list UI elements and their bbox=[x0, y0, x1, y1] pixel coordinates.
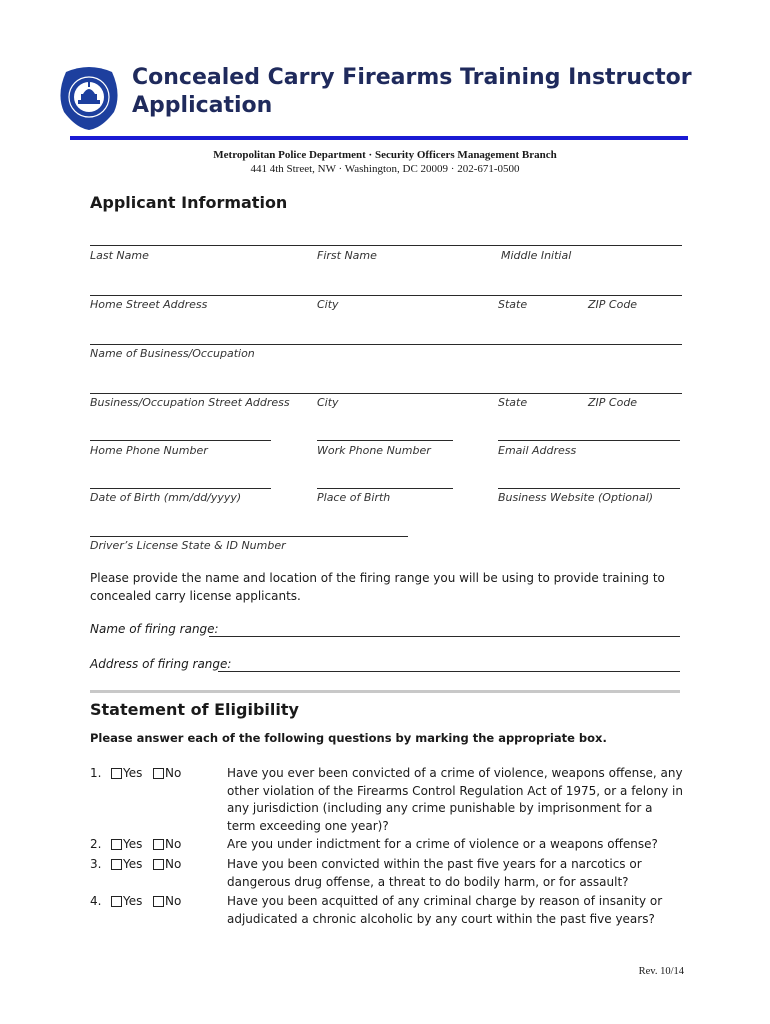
department-info bbox=[0, 148, 770, 176]
name-row-line bbox=[90, 245, 682, 246]
yes-checkbox[interactable] bbox=[111, 859, 122, 870]
business-occupation-field[interactable]: Name of Business/Occupation bbox=[90, 347, 255, 360]
no-checkbox[interactable] bbox=[153, 896, 164, 907]
page-title-line1: Concealed Carry Firearms Training Instructor bbox=[132, 65, 692, 90]
last-name-field[interactable]: Last Name bbox=[90, 249, 149, 262]
no-label: No bbox=[165, 837, 182, 851]
drivers-license-line bbox=[90, 536, 408, 537]
question-number: 3. bbox=[90, 857, 102, 871]
eligibility-instructions: Please answer each of the following questions by marking the appropriate box. bbox=[90, 731, 607, 745]
firing-range-name-input[interactable] bbox=[209, 636, 680, 637]
yes-label: Yes bbox=[123, 894, 143, 908]
question-text: Have you been convicted within the past five years for a narcotics or dangerous drug offense, a threat to do bodily harm, or for assault? bbox=[227, 857, 642, 889]
yes-label: Yes bbox=[123, 766, 143, 780]
business-city-field[interactable]: City bbox=[317, 396, 339, 409]
no-label: No bbox=[165, 857, 182, 871]
home-phone-field[interactable]: Home Phone Number bbox=[90, 444, 208, 457]
police-badge-logo bbox=[56, 64, 122, 130]
no-checkbox[interactable] bbox=[153, 859, 164, 870]
business-zip-field[interactable]: ZIP Code bbox=[588, 396, 638, 409]
yes-checkbox[interactable] bbox=[111, 896, 122, 907]
zip-field[interactable]: ZIP Code bbox=[588, 298, 638, 311]
yes-label: Yes bbox=[123, 837, 143, 851]
applicant-information-heading: Applicant Information bbox=[90, 193, 288, 212]
business-street-field[interactable]: Business/Occupation Street Address bbox=[90, 396, 290, 409]
no-checkbox[interactable] bbox=[153, 839, 164, 850]
business-address-row-line bbox=[90, 393, 682, 394]
work-phone-line bbox=[317, 440, 453, 441]
section-divider bbox=[90, 690, 680, 693]
question-text: Have you ever been convicted of a crime of violence, weapons offense, any other violation of the Firearms Control Regulation Act of 1975, or a felony in any jurisdiction (including any crime punishable by imprisonment for a term exceeding one year)? bbox=[227, 766, 683, 833]
header-divider bbox=[70, 136, 688, 140]
city-field[interactable]: City bbox=[317, 298, 339, 311]
department-name: Metropolitan Police Department · Security Officers Management Branch bbox=[213, 149, 557, 161]
firing-range-prompt: Please provide the name and location of the firing range you will be using to provide training to concealed carry license applicants. bbox=[90, 571, 665, 603]
firing-range-address-input[interactable] bbox=[218, 671, 680, 672]
website-field[interactable]: Business Website (Optional) bbox=[498, 491, 654, 504]
yes-checkbox[interactable] bbox=[111, 768, 122, 779]
question-text: Are you under indictment for a crime of violence or a weapons offense? bbox=[227, 837, 658, 851]
middle-initial-field[interactable]: Middle Initial bbox=[501, 249, 572, 262]
business-row-line bbox=[90, 344, 682, 345]
home-phone-line bbox=[90, 440, 271, 441]
firing-range-address-label: Address of firing range: bbox=[90, 657, 232, 671]
department-address: 441 4th Street, NW · Washington, DC 20009 · 202-671-0500 bbox=[250, 163, 520, 175]
question-number: 4. bbox=[90, 894, 102, 908]
yes-label: Yes bbox=[123, 857, 143, 871]
place-of-birth-line bbox=[317, 488, 453, 489]
no-checkbox[interactable] bbox=[153, 768, 164, 779]
question-2 bbox=[90, 836, 690, 854]
page-title bbox=[132, 64, 692, 120]
yes-checkbox[interactable] bbox=[111, 839, 122, 850]
page-title-line2: Application bbox=[132, 93, 273, 118]
work-phone-field[interactable]: Work Phone Number bbox=[317, 444, 431, 457]
question-number: 1. bbox=[90, 766, 102, 780]
email-field[interactable]: Email Address bbox=[498, 444, 577, 457]
home-address-row-line bbox=[90, 295, 682, 296]
eligibility-heading: Statement of Eligibility bbox=[90, 700, 299, 719]
business-state-field[interactable]: State bbox=[498, 396, 528, 409]
email-line bbox=[498, 440, 680, 441]
question-1 bbox=[90, 765, 690, 835]
dob-field[interactable]: Date of Birth (mm/dd/yyyy) bbox=[90, 491, 242, 504]
question-4 bbox=[90, 893, 690, 929]
website-line bbox=[498, 488, 680, 489]
place-of-birth-field[interactable]: Place of Birth bbox=[317, 491, 391, 504]
question-text: Have you been acquitted of any criminal charge by reason of insanity or adjudicated a chronic alcoholic by any court within the past five years? bbox=[227, 894, 663, 926]
no-label: No bbox=[165, 894, 182, 908]
revision-label: Rev. 10/14 bbox=[638, 966, 684, 977]
dob-line bbox=[90, 488, 271, 489]
question-number: 2. bbox=[90, 837, 102, 851]
home-street-field[interactable]: Home Street Address bbox=[90, 298, 208, 311]
drivers-license-field[interactable]: Driver’s License State & ID Number bbox=[90, 539, 286, 552]
firing-range-name-label: Name of firing range: bbox=[90, 622, 219, 636]
question-3 bbox=[90, 856, 690, 892]
first-name-field[interactable]: First Name bbox=[317, 249, 377, 262]
state-field[interactable]: State bbox=[498, 298, 528, 311]
no-label: No bbox=[165, 766, 182, 780]
